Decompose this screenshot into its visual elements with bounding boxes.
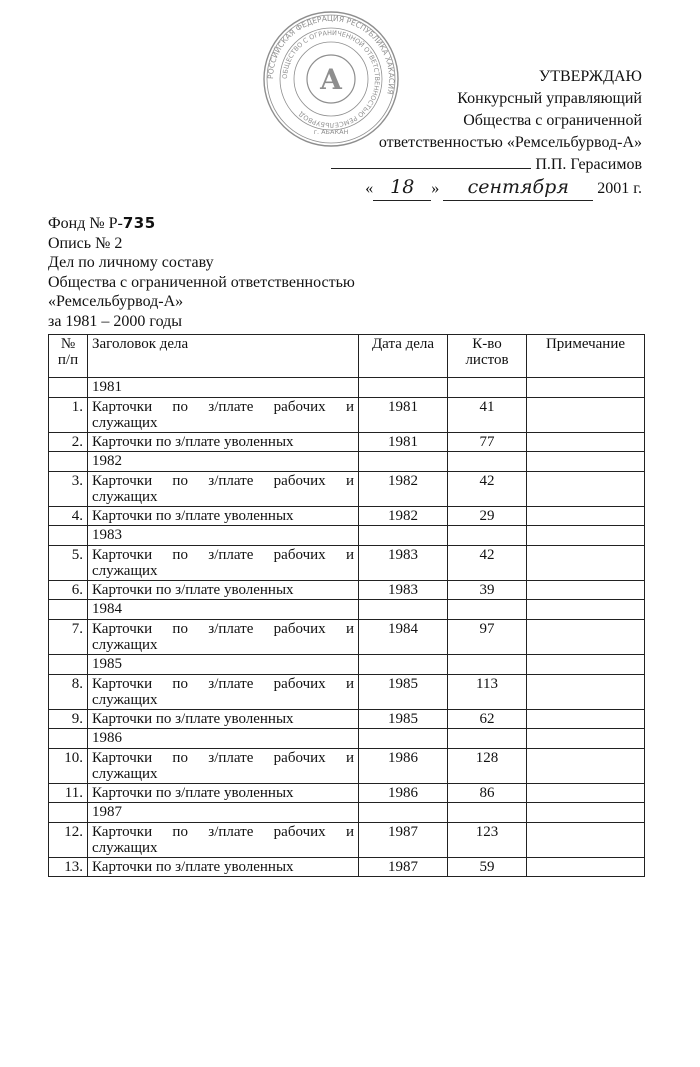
case-note — [527, 398, 645, 433]
case-date — [359, 803, 448, 823]
date-year: 2001 г. — [597, 180, 642, 197]
year-label: 1982 — [88, 452, 359, 472]
case-note — [527, 507, 645, 526]
case-date: 1986 — [359, 784, 448, 803]
table-row — [49, 507, 645, 526]
row-number: 13. — [49, 858, 88, 877]
case-title: Карточки по з/плате рабочих и служащих — [88, 675, 359, 710]
sheet-count — [448, 655, 527, 675]
row-number: 7. — [49, 620, 88, 655]
case-note — [527, 433, 645, 452]
sheet-count: 42 — [448, 546, 527, 581]
table-row — [49, 858, 645, 877]
case-title: Карточки по з/плате уволенных — [88, 433, 359, 452]
row-number — [49, 526, 88, 546]
date-quote-close: » — [431, 180, 440, 197]
year-group-row — [49, 803, 645, 823]
sheet-count: 123 — [448, 823, 527, 858]
case-date — [359, 378, 448, 398]
stamp-center-letter: А — [319, 63, 343, 96]
case-date: 1984 — [359, 620, 448, 655]
case-date: 1983 — [359, 546, 448, 581]
year-label: 1986 — [88, 729, 359, 749]
case-note — [527, 729, 645, 749]
case-title: Карточки по з/плате уволенных — [88, 710, 359, 729]
sheet-count: 97 — [448, 620, 527, 655]
table-row — [49, 398, 645, 433]
header-line-2: Общества с ограниченной ответственностью — [48, 273, 355, 291]
col-header-note: Примечание — [527, 335, 645, 378]
case-note — [527, 620, 645, 655]
row-number: 11. — [49, 784, 88, 803]
col-header-number: № п/п — [49, 335, 88, 378]
sheet-count: 77 — [448, 433, 527, 452]
sheet-count: 128 — [448, 749, 527, 784]
approver-name: П.П. Герасимов — [535, 156, 642, 173]
case-date: 1986 — [359, 749, 448, 784]
sheet-count — [448, 378, 527, 398]
case-note — [527, 581, 645, 600]
case-title: Карточки по з/плате уволенных — [88, 581, 359, 600]
stamp-city: г. АБАКАН — [313, 128, 349, 136]
row-number — [49, 600, 88, 620]
year-group-row — [49, 378, 645, 398]
year-group-row — [49, 600, 645, 620]
stamp-inner-text: ОБЩЕСТВО С ОГРАНИЧЕННОЙ ОТВЕТСТВЕННОСТЬЮ РЕМСЕЛЬБУРВОД — [280, 28, 382, 130]
case-date — [359, 526, 448, 546]
year-group-row — [49, 729, 645, 749]
sheet-count: 113 — [448, 675, 527, 710]
case-date: 1982 — [359, 507, 448, 526]
table-row — [49, 710, 645, 729]
sheet-count: 42 — [448, 472, 527, 507]
table-row — [49, 472, 645, 507]
case-note — [527, 823, 645, 858]
sheet-count: 59 — [448, 858, 527, 877]
row-number — [49, 452, 88, 472]
date-day: 18 — [390, 176, 415, 198]
case-date — [359, 729, 448, 749]
inventory-table — [48, 334, 645, 877]
year-label: 1985 — [88, 655, 359, 675]
table-row — [49, 749, 645, 784]
case-note — [527, 749, 645, 784]
case-note — [527, 472, 645, 507]
date-month-field — [443, 176, 593, 201]
table-row — [49, 784, 645, 803]
row-number: 12. — [49, 823, 88, 858]
case-note — [527, 803, 645, 823]
case-title: Карточки по з/плате рабочих и служащих — [88, 472, 359, 507]
row-number — [49, 378, 88, 398]
case-note — [527, 452, 645, 472]
case-date — [359, 452, 448, 472]
table-row — [49, 546, 645, 581]
year-label: 1987 — [88, 803, 359, 823]
table-body — [49, 378, 645, 877]
document-header — [48, 214, 355, 331]
approval-block — [312, 66, 642, 201]
date-month: сентября — [467, 176, 569, 198]
case-note — [527, 858, 645, 877]
row-number: 1. — [49, 398, 88, 433]
case-title: Карточки по з/плате уволенных — [88, 507, 359, 526]
row-number: 9. — [49, 710, 88, 729]
year-group-row — [49, 452, 645, 472]
case-title: Карточки по з/плате рабочих и служащих — [88, 823, 359, 858]
year-label: 1984 — [88, 600, 359, 620]
year-label: 1981 — [88, 378, 359, 398]
case-date — [359, 655, 448, 675]
approval-title: УТВЕРЖДАЮ — [538, 68, 642, 85]
sheet-count: 41 — [448, 398, 527, 433]
year-label: 1983 — [88, 526, 359, 546]
case-note — [527, 675, 645, 710]
sheet-count: 29 — [448, 507, 527, 526]
sheet-count: 39 — [448, 581, 527, 600]
row-number: 3. — [49, 472, 88, 507]
header-line-3: «Ремсельбурвод-А» — [48, 293, 184, 310]
fond-number: 735 — [122, 214, 156, 232]
case-note — [527, 784, 645, 803]
fond-prefix: Фонд № Р- — [48, 215, 123, 232]
sheet-count — [448, 526, 527, 546]
row-number — [49, 803, 88, 823]
case-title: Карточки по з/плате уволенных — [88, 784, 359, 803]
case-note — [527, 600, 645, 620]
case-date: 1987 — [359, 823, 448, 858]
case-date: 1987 — [359, 858, 448, 877]
case-date: 1985 — [359, 710, 448, 729]
table-row — [49, 823, 645, 858]
case-title: Карточки по з/плате рабочих и служащих — [88, 398, 359, 433]
sheet-count: 86 — [448, 784, 527, 803]
year-group-row — [49, 655, 645, 675]
sheet-count — [448, 600, 527, 620]
case-note — [527, 378, 645, 398]
case-title: Карточки по з/плате рабочих и служащих — [88, 749, 359, 784]
approval-date-row — [312, 176, 642, 201]
table-header-row — [49, 335, 645, 378]
case-note — [527, 710, 645, 729]
date-quote-open: « — [365, 180, 374, 197]
table-row — [49, 433, 645, 452]
approval-org-line: Общества с ограниченной — [463, 112, 642, 129]
row-number: 4. — [49, 507, 88, 526]
col-header-sheets: К-во листов — [448, 335, 527, 378]
stamp-ring-text: РОССИЙСКАЯ ФЕДЕРАЦИЯ РЕСПУБЛИКА ХАКАСИЯ — [265, 13, 397, 96]
case-date: 1982 — [359, 472, 448, 507]
sheet-count — [448, 803, 527, 823]
row-number: 5. — [49, 546, 88, 581]
case-date: 1981 — [359, 398, 448, 433]
approval-org-name: ответственностью «Ремсельбурвод-А» — [378, 134, 642, 151]
fond-row — [48, 214, 355, 234]
case-date: 1983 — [359, 581, 448, 600]
opis-number: Опись № 2 — [48, 234, 123, 252]
case-date — [359, 600, 448, 620]
table-row — [49, 675, 645, 710]
signature-line — [331, 154, 531, 169]
case-note — [527, 526, 645, 546]
row-number: 6. — [49, 581, 88, 600]
row-number — [49, 729, 88, 749]
case-title: Карточки по з/плате уволенных — [88, 858, 359, 877]
sheet-count: 62 — [448, 710, 527, 729]
year-group-row — [49, 526, 645, 546]
header-line-4: за 1981 – 2000 годы — [48, 312, 183, 330]
sheet-count — [448, 452, 527, 472]
date-day-field — [373, 176, 431, 201]
case-title: Карточки по з/плате рабочих и служащих — [88, 546, 359, 581]
sheet-count — [448, 729, 527, 749]
approval-signature-row — [312, 154, 642, 176]
header-line-1: Дел по личному составу — [48, 254, 214, 271]
case-title: Карточки по з/плате рабочих и служащих — [88, 620, 359, 655]
row-number — [49, 655, 88, 675]
table-row — [49, 581, 645, 600]
case-note — [527, 546, 645, 581]
row-number: 8. — [49, 675, 88, 710]
table-row — [49, 620, 645, 655]
row-number: 10. — [49, 749, 88, 784]
row-number: 2. — [49, 433, 88, 452]
col-header-title: Заголовок дела — [88, 335, 359, 378]
col-header-date: Дата дела — [359, 335, 448, 378]
case-date: 1981 — [359, 433, 448, 452]
case-date: 1985 — [359, 675, 448, 710]
case-note — [527, 655, 645, 675]
approval-position: Конкурсный управляющий — [457, 90, 642, 107]
